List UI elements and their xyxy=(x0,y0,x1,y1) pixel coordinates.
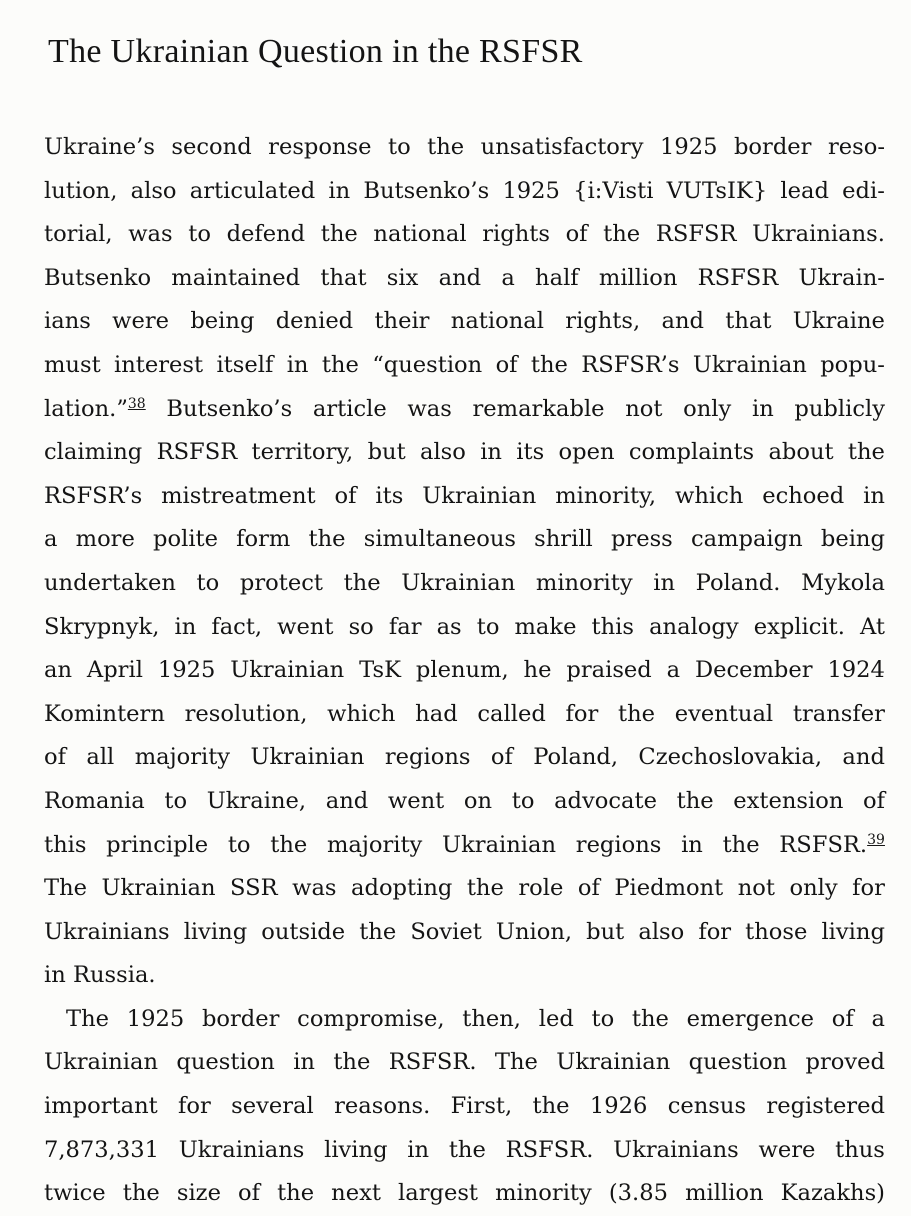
text-line: in Russia. xyxy=(44,962,156,989)
text-line: lation.”$^{38}$ Butsenko’s article was remarkable not only in publicly xyxy=(44,395,885,422)
section-heading: The Ukrainian Question in the RSFSR xyxy=(48,33,583,70)
text-line: 7,873,331 Ukrainians living in the RSFSR. Ukrainians were thus xyxy=(44,1136,885,1163)
text-line: must interest itself in the “question of the RSFSR’s Ukrainian popu- xyxy=(44,351,885,378)
body-text xyxy=(44,126,885,1216)
text-line: an April 1925 Ukrainian TsK plenum, he praised a December 1924 xyxy=(44,657,885,684)
footnote-marker[interactable]: 39 xyxy=(867,831,885,848)
text-line: Komintern resolution, which had called for the eventual transfer xyxy=(44,700,885,727)
text-line: undertaken to protect the Ukrainian minority in Poland. Mykola xyxy=(44,569,885,596)
text-line: Romania to Ukraine, and went on to advocate the extension of xyxy=(44,787,885,814)
text-line: Skrypnyk, in fact, went so far as to make this analogy explicit. At xyxy=(44,613,885,640)
text-line: lution, also articulated in Butsenko’s 1925 {i:Visti VUTsIK} lead edi- xyxy=(44,177,885,204)
paragraph xyxy=(44,998,885,1216)
text-line: Butsenko maintained that six and a half million RSFSR Ukrain- xyxy=(44,264,885,291)
paragraphs xyxy=(44,126,885,1216)
text-line: The Ukrainian SSR was adopting the role of Piedmont not only for xyxy=(44,875,885,902)
text-line: Ukraine’s second response to the unsatisfactory 1925 border reso- xyxy=(44,134,885,160)
text-line: a more polite form the simultaneous shrill press campaign being xyxy=(44,526,885,553)
text-line: twice the size of the next largest minority (3.85 million Kazakhs) xyxy=(44,1180,885,1207)
text-line: The 1925 border compromise, then, led to the emergence of a xyxy=(66,1005,885,1032)
paragraph xyxy=(44,126,885,998)
text-line: Ukrainians living outside the Soviet Union, but also for those living xyxy=(44,918,885,945)
text-line: RSFSR’s mistreatment of its Ukrainian minority, which echoed in xyxy=(44,482,885,509)
text-line: of all majority Ukrainian regions of Poland, Czechoslovakia, and xyxy=(44,744,885,771)
text-line: torial, was to defend the national rights of the RSFSR Ukrainians. xyxy=(44,221,885,248)
footnote-marker[interactable]: 38 xyxy=(127,395,146,412)
text-line: ians were being denied their national rights, and that Ukraine xyxy=(44,308,885,335)
text-line: important for several reasons. First, the 1926 census registered xyxy=(44,1093,885,1120)
text-line: claiming RSFSR territory, but also in its open complaints about the xyxy=(44,439,885,466)
text-line: this principle to the majority Ukrainian regions in the RSFSR.$^{39}$ xyxy=(44,831,885,858)
text-line: Ukrainian question in the RSFSR. The Ukrainian question proved xyxy=(44,1049,885,1076)
